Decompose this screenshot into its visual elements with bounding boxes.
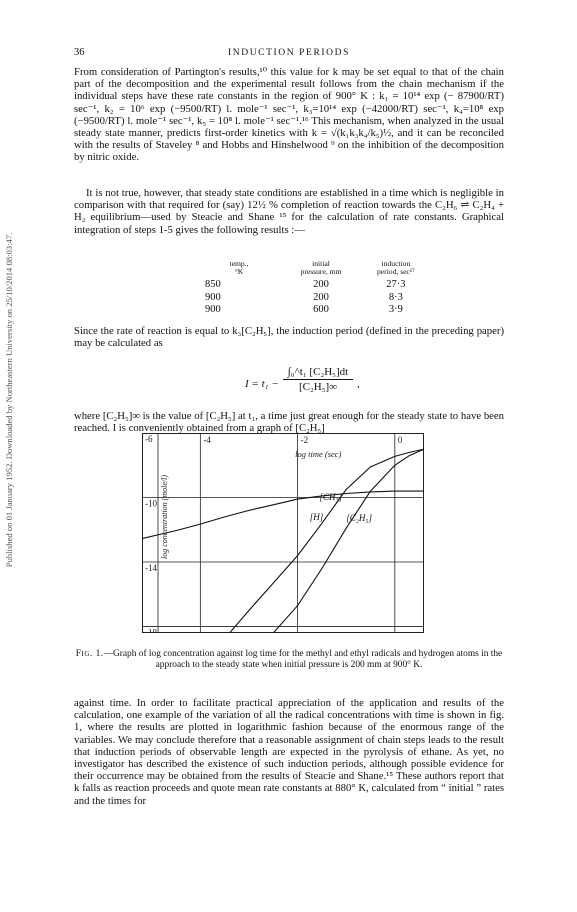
table-cell: 850 [205, 279, 221, 290]
download-watermark [2, 150, 16, 650]
equation-numerator: ∫₀^t₁ [C₂H₅]dt [283, 366, 353, 380]
table-row [205, 279, 423, 292]
figure-1 [142, 433, 424, 638]
curve-label: [H] [309, 512, 324, 523]
table-cell: 600 [313, 304, 329, 315]
table-row [205, 304, 423, 317]
y-tick-label: -10 [145, 498, 157, 509]
series-line [142, 491, 424, 538]
header-temp-text: temp., °K [229, 259, 249, 276]
equation-lhs: I = t₁ − [245, 378, 279, 390]
table-cell: 900 [205, 304, 221, 315]
figure-caption [74, 649, 504, 671]
table-cell: 200 [313, 279, 329, 290]
results-table [205, 260, 423, 317]
table-header-row [205, 260, 423, 279]
table-cell: 900 [205, 291, 221, 303]
table-cell: 27·3 [386, 279, 406, 290]
y-tick-label: -14 [145, 563, 157, 574]
y-axis-label: log concentration (mole/l) [160, 475, 169, 559]
header-pressure-text: initial pressure, mm [300, 259, 342, 276]
table-header-period [369, 260, 423, 279]
log-concentration-chart [142, 433, 424, 633]
equation-trailing-comma: , [357, 378, 360, 390]
x-axis-label: log time (sec) [295, 449, 342, 459]
paragraph-1: From consideration of Partington's results,¹⁰ this value for k may be set equal to that of the chain part of the decomposition and the experimental result follows from the chain mechanism if the individual steps have these rate constants in the region of 900° K : k₁ = 10¹⁴ exp (− 87900/RT) sec⁻¹, k₂ = 10⁶ exp (−9500/RT) l. mole⁻¹ sec⁻¹, k₃=10¹⁴ exp (−42000/RT) sec⁻¹, k₄=10⁸ exp (−9500/RT) l. mole⁻¹ sec⁻¹, k₅ = 10⁸ l. mole⁻¹ sec⁻¹.¹⁶ This mechanism, when analyzed in the usual steady state manner, predicts first-order kinetics with k = √(k₁k₃k₄/k₅)½, and it can be reconciled with the results of Staveley ⁸ and Hobbs and Hinshelwood ⁹ on the inhibition of the decomposition by nitric oxide. [74, 66, 504, 164]
plot-frame [143, 434, 424, 633]
caption-text: —Graph of log concentration against log time for the methyl and ethyl radicals and hydrogen atoms in the approach to the steady state when initial pressure is 200 mm at 900° K. [103, 649, 503, 670]
induction-period-equation [245, 366, 395, 406]
x-tick-label: -2 [300, 435, 309, 445]
paragraph-2: It is not true, however, that steady state conditions are established in a time which is negligible in comparison with that required for (say) 12½ % completion of reaction towards the C₂H₆ ⇌ C₂H₄ + H₂ equilibrium—used by Steacie and Shane ¹⁵ for the calculation of rate constants. Graphical integration of steps 1-5 gives the following results :— [74, 187, 504, 236]
equation-denominator: [C₂H₅]∞ [298, 381, 338, 393]
table-header-temp [205, 260, 273, 279]
header-period-text: induction period, sec¹⁷ [377, 259, 415, 276]
table-row [205, 292, 423, 305]
series-line [273, 449, 424, 633]
table-cell: 200 [313, 291, 329, 303]
x-tick-label: 0 [397, 435, 403, 445]
watermark-text: Published on 01 January 1952. Downloaded by Northeastern University on 25/10/2014 08:03:47. [4, 232, 14, 568]
table-cell: 8·3 [388, 291, 403, 303]
paragraph-3: Since the rate of reaction is equal to k₃[C₂H₅], the induction period (defined in the preceding paper) may be calculated as [74, 325, 504, 350]
y-tick-label: -6 [145, 434, 153, 444]
x-tick-label: -4 [203, 435, 211, 445]
paragraph-5: against time. In order to facilitate practical appreciation of the application and results of the calculation, one example of the variation of all the radical concentrations with time is shown in fig. 1, where the results are plotted in logarithmic fashion because of the enormous range of the variables. We may conclude therefore that a reasonable assignment of chain steps leads to the result that induction periods of observable length are expected in the pyrolysis of ethane. As yet, no investigator has described the existence of such induction periods, although possible evidence for their occurrence may be obtained from the results of Steacie and Shane.¹⁵ These authors report that k falls as reaction proceeds and quote mean rate constants at 880° K, calculated from “ initial ” rates and the times for [74, 697, 504, 807]
paragraph-4: where [C₂H₅]∞ is the value of [C₂H₅] at t₁, a time just great enough for the steady state to have been reached. I is conveniently obtained from a graph of [C₂H₅] [74, 410, 504, 435]
running-title: INDUCTION PERIODS [228, 48, 350, 58]
equation-fraction [283, 366, 353, 393]
page-number: 36 [74, 47, 85, 58]
page-header [74, 47, 504, 61]
y-tick-label: -18 [145, 627, 157, 633]
table-header-pressure [273, 260, 369, 279]
curve-label: [CH₃] [319, 491, 343, 502]
table-cell: 3·9 [388, 304, 403, 315]
caption-label: Fig. 1. [75, 649, 104, 659]
curve-label: [C₂H₅] [346, 512, 372, 523]
